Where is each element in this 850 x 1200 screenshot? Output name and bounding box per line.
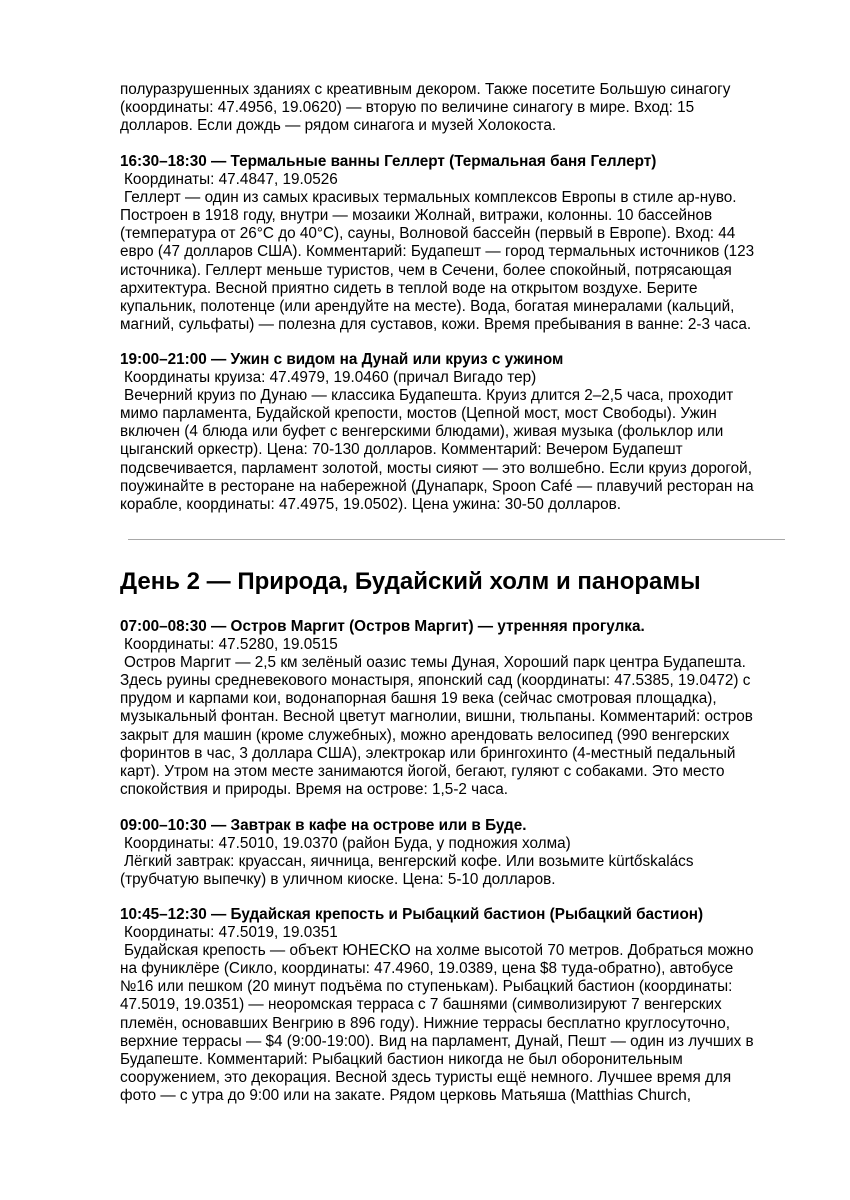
day2-entry-breakfast [120, 817, 800, 889]
entry-heading: 09:00–10:30 — Завтрак в кафе на острове или в Буде. [120, 817, 527, 834]
entry-coordinates: Координаты: 47.5280, 19.0515 [124, 636, 338, 654]
day2-title: День 2 — Природа, Будайский холм и панорамы [120, 568, 701, 595]
intro-paragraph: полуразрушенных зданиях с креативным декором. Также посетите Большую синагогу (координаты: 47.4956, 19.0620) — вторую по величине синагогу в мире. Вход: 15 долларов. Если дождь — рядом синагога и музей Холокоста. [120, 81, 731, 135]
entry-body: Остров Маргит — 2,5 км зелёный оазис темы Дуная, Хороший парк центра Будапешта. Здесь руины средневекового монастыря, японский сад (координаты: 47.5385, 19.0472) с прудом и карпами кои, водонапорная башня 19 века (сейчас смотровая площадка), музыкальный фонтан. Весной цветут магнолии, вишни, тюльпаны. Комментарий: остров закрыт для машин (кроме служебных), можно арендовать велосипед (990 венгерских форинтов в час, 3 доллара США), электрокар или брингохинто (4-местный педальный карт). Утром на этом месте занимаются йогой, бегают, гуляют с собаками. Это место спокойствия и природы. Время на острове: 1,5-2 часа. [120, 654, 753, 798]
entry-body: Геллерт — один из самых красивых термальных комплексов Европы в стиле ар-нуво. Построен в 1918 году, внутри — мозаики Жолнай, витражи, колонны. 10 бассейнов (температура от 26°C до 40°C), сауны, Волновой бассейн (первый в Европе). Вход: 44 евро (47 долларов США). Комментарий: Будапешт — город термальных источников (123 источника). Геллерт меньше туристов, чем в Сечени, более спокойный, потрясающая архитектура. Весной приятно сидеть в теплой воде на открытом воздухе. Берите купальник, полотенце (или арендуйте на месте). Вода, богатая минералами (кальций, магний, сульфаты) — полезна для суставов, кожи. Время пребывания в ванне: 2-3 часа. [120, 189, 755, 333]
entry-coordinates: Координаты круиза: 47.4979, 19.0460 (причал Вигадо тер) [124, 369, 537, 387]
intro-section [120, 81, 800, 135]
day2-entry-buda-castle [120, 906, 800, 1105]
entry-heading: 19:00–21:00 — Ужин с видом на Дунай или круиз с ужином [120, 351, 564, 368]
entry-coordinates: Координаты: 47.4847, 19.0526 [124, 171, 338, 189]
entry-coordinates: Координаты: 47.5010, 19.0370 (район Буда, у подножия холма) [124, 835, 571, 853]
section-divider [128, 539, 785, 540]
entry-body: Лёгкий завтрак: круассан, яичница, венгерский кофе. Или возьмите kürtőskalács (трубчатую выпечку) в уличном киоске. Цена: 5-10 долларов. [120, 853, 694, 889]
day1-entry-gellert [120, 153, 800, 334]
entry-heading: 07:00–08:30 — Остров Маргит (Остров Маргит) — утренняя прогулка. [120, 618, 645, 635]
entry-body: Вечерний круиз по Дунаю — классика Будапешта. Круиз длится 2–2,5 часа, проходит мимо парламента, Будайской крепости, мостов (Цепной мост, мост Свободы). Ужин включен (4 блюда или буфет с венгерскими блюдами), живая музыка (фольклор или цыганский оркестр). Цена: 70-130 долларов. Комментарий: Вечером Будапешт подсвечивается, парламент золотой, мосты сияют — это волшебно. Если круиз дорогой, поужинайте в ресторане на набережной (Дунапарк, Spoon Café — плавучий ресторан на корабле, координаты: 47.4975, 19.0502). Цена ужина: 30-50 долларов. [120, 387, 754, 513]
entry-coordinates: Координаты: 47.5019, 19.0351 [124, 924, 338, 942]
entry-heading: 10:45–12:30 — Будайская крепость и Рыбацкий бастион (Рыбацкий бастион) [120, 906, 704, 923]
entry-body: Будайская крепость — объект ЮНЕСКО на холме высотой 70 метров. Добраться можно на фуниклёре (Сикло, координаты: 47.4960, 19.0389, цена $8 туда-обратно), автобусе №16 или пешком (20 минут подъёма по ступенькам). Рыбацкий бастион (координаты: 47.5019, 19.0351) — неоромская терраса с 7 башнями (символизируют 7 венгерских племён, основавших Венгрию в 896 году). Нижние террасы бесплатно круглосуточно, верхние террасы — $4 (9:00-19:00). Вид на парламент, Дунай, Пешт — один из лучших в Будапеште. Комментарий: Рыбацкий бастион никогда не был оборонительным сооружением, это декорация. Весной здесь туристы ещё немного. Лучшее время для фото — с утра до 9:00 или на закате. Рядом церковь Матьяша (Matthias Church, [120, 942, 754, 1104]
entry-heading: 16:30–18:30 — Термальные ванны Геллерт (Термальная баня Геллерт) [120, 153, 657, 170]
day1-entry-dinner-cruise [120, 351, 800, 514]
day2-entry-margaret-island [120, 618, 800, 799]
